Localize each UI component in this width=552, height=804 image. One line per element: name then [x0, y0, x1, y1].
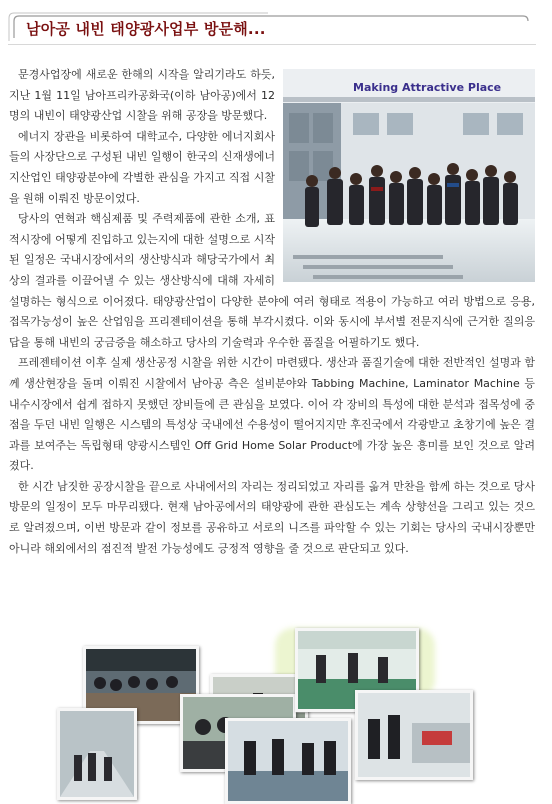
building-sign-text: Making Attractive Place: [353, 81, 502, 94]
collage-photo-factory: [225, 718, 351, 804]
article-paragraph-1: 문경사업장에 새로운 한해의 시작을 알리기라도 하듯, 지난 1월 11일 남아프리카공화국(이하 남아공)에서 12명의 내빈이 태양광산업 시찰을 위해 공장을 방문했다.: [9, 68, 275, 123]
title-banner: [8, 12, 536, 42]
article-body: [9, 65, 535, 559]
article-paragraph-4: 프레젠테이션 이후 실제 생산공정 시찰을 위한 시간이 마련됐다. 생산과 품질기술에 대한 전반적인 설명과 함께 생산현장을 돌며 이뤄진 시찰에서 남아공 측은 설비분야와 Tabbing Machine, Laminator Machine 등 내수시장에서 쉽게 접하지 못했던 장비들에 큰 관심을 보였다. 이어 각 장비의 특성에 대한 분석과 접목성에 중점을 두던 내빈 일행은 시스템의 특성상 국내에선 수용성이 떨어지지만 후진국에서 각광받고 초창기에 높은 결과를 보여주는 독립형태 양광시스템인 Off Grid Home Solar Product에 가장 높은 흥미를 보인 것으로 알려졌다.: [9, 356, 535, 473]
group-photo: [283, 69, 535, 282]
article-paragraph-5: 한 시간 남짓한 공장시찰을 끝으로 사내에서의 자리는 정리되었고 자리를 옮겨 만찬을 함께 하는 것으로 당사 방문의 일정이 모두 마무리됐다. 현재 남아공에서의 태양광에 관한 관심도는 계속 상향선을 그리고 있는 것으로 알려졌으며, 이번 방문과 같이 정보를 공유하고 서로의 니즈를 파악할 수 있는 기회는 당사의 국내시장뿐만 아니라 해외에서의 점진적 발전 가능성에도 긍정적 영향을 줄 것으로 판단되고 있다.: [9, 479, 535, 555]
photo-collage: [55, 626, 525, 801]
title-divider: [8, 44, 536, 45]
collage-photo-corridor: [57, 708, 137, 800]
article-paragraph-2: 에너지 장관을 비롯하여 대학교수, 다양한 에너지회사들의 사장단으로 구성된 내빈 일행이 한국의 신재생에너지산업인 태양광분야에 각별한 관심을 가지고 직접 시찰을 원해 이뤄진 방문이었다.: [9, 129, 275, 205]
article-paragraph-3: 당사의 연혁과 핵심제품 및 주력제품에 관한 소개, 표적시장에 어떻게 진입하고 있는지에 대한 설명으로 시작된 일정은 국내시장에서의 생산방식과 해당국가에서 최상의 결과를 이끌어낼 수 있는 생산방식에 대해 자세히 설명하는 형식으로 이어졌다. 태양광산업이 다양한 분야에 여러 형태로 적용이 가능하고 여러 방법으로 응용, 접목가능성이 높은 산업임을 프리젠테이션을 통해 부각시켰다. 이와 동시에 부서별 전문지식에 근거한 질의응답을 통해 내빈의 궁금증을 해소하고 당사의 기술력과 우수한 품질을 어필하기도 했다.: [9, 212, 535, 349]
page-title: 남아공 내빈 태양광사업부 방문해...: [26, 20, 266, 38]
collage-photo-machine: [355, 690, 473, 780]
